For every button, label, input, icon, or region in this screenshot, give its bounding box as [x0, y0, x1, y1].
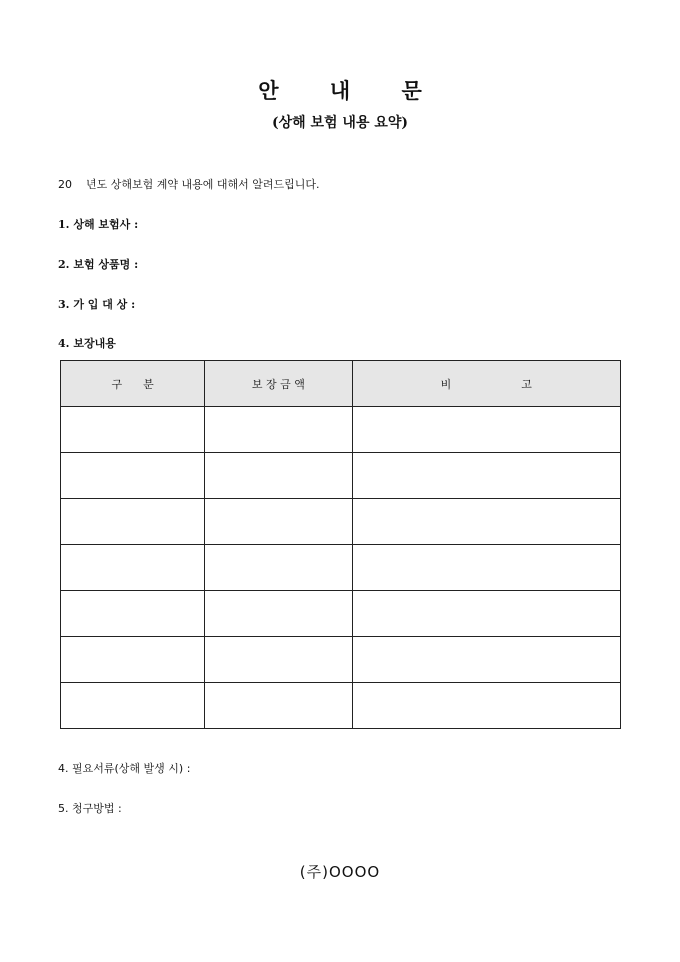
table-cell: [205, 499, 352, 545]
claim-method-label: 5. 청구방법 :: [58, 802, 122, 815]
table-row: [61, 499, 621, 545]
coverage-section-heading: 4. 보장내용: [58, 337, 116, 350]
table-cell: [61, 683, 205, 729]
table-cell: [352, 683, 621, 729]
table-row: [61, 637, 621, 683]
document-subtitle: (상해 보험 내용 요약): [271, 115, 409, 131]
table-row: [61, 591, 621, 637]
table-cell: [61, 499, 205, 545]
table-row: [61, 407, 621, 453]
table-cell: [61, 545, 205, 591]
table-cell: [352, 499, 621, 545]
table-row: [61, 545, 621, 591]
table-cell: [61, 591, 205, 637]
table-cell: [205, 591, 352, 637]
header-remarks: 비 고: [352, 361, 621, 407]
table-row: [61, 453, 621, 499]
table-cell: [61, 407, 205, 453]
table-cell: [352, 637, 621, 683]
insurer-field-label: 1. 상해 보험사 :: [58, 218, 139, 231]
table-cell: [61, 637, 205, 683]
eligibility-field-label: 3. 가 입 대 상 :: [58, 298, 136, 311]
required-documents-label: 4. 필요서류(상해 발생 시) :: [58, 762, 191, 775]
document-title: 안 내 문: [258, 78, 444, 103]
table-cell: [205, 545, 352, 591]
table-cell: [205, 453, 352, 499]
table-cell: [205, 683, 352, 729]
table-cell: [352, 591, 621, 637]
coverage-table: [60, 360, 621, 729]
coverage-table-header-row: [61, 361, 621, 407]
intro-text: 20 년도 상해보험 계약 내용에 대해서 알려드립니다.: [58, 178, 320, 191]
table-cell: [352, 545, 621, 591]
header-category: 구 분: [61, 361, 205, 407]
header-coverage-amount: 보 장 금 액: [205, 361, 352, 407]
table-cell: [352, 453, 621, 499]
table-cell: [352, 407, 621, 453]
product-field-label: 2. 보험 상품명 :: [58, 258, 139, 271]
company-name: (주)OOOO: [299, 863, 381, 881]
table-cell: [205, 637, 352, 683]
table-cell: [61, 453, 205, 499]
table-cell: [205, 407, 352, 453]
table-row: [61, 683, 621, 729]
